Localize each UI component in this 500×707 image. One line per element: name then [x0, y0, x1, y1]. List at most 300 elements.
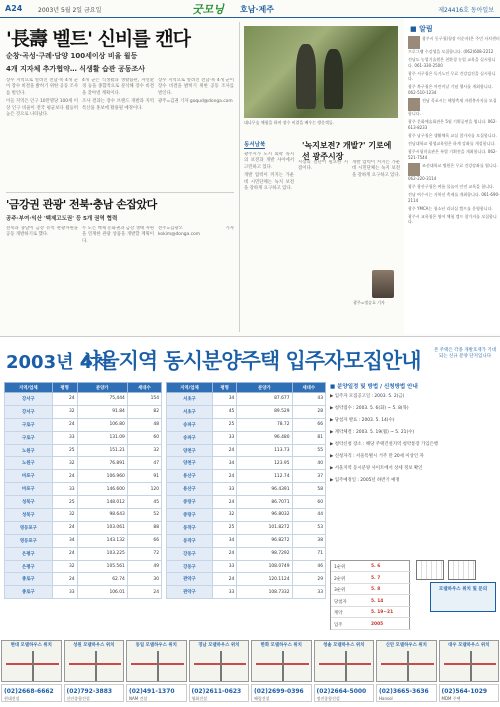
table-cell: 28 [292, 405, 325, 418]
table-cell: 113.73 [237, 444, 292, 457]
table-cell: 91 [127, 470, 161, 483]
map-road [32, 651, 34, 681]
map-road [345, 651, 347, 681]
table-cell: 60 [292, 496, 325, 509]
table-row [167, 547, 326, 560]
map-title: 현대 모델하우스 위치 [10, 643, 52, 648]
calendar-row [331, 607, 411, 618]
table-row [167, 521, 326, 534]
table-header-cell: 분양가 [237, 383, 292, 393]
table-area-cell: 양천구 [167, 444, 213, 457]
table-area-cell: 종로구 [5, 586, 53, 599]
table-row [167, 496, 326, 509]
table-cell: 108.7332 [237, 586, 292, 599]
table-cell: 151.21 [77, 444, 127, 457]
table-row [167, 509, 326, 522]
notice-column [404, 18, 500, 334]
table-header-cell: 지역/업체 [167, 383, 213, 393]
table-cell: 25 [212, 418, 236, 431]
table-row [5, 393, 162, 406]
table-cell: 76.891 [77, 457, 127, 470]
notice-item [408, 141, 500, 147]
map-road [407, 651, 409, 681]
company-phone: (02)2611-0623 [191, 688, 242, 695]
table-area-cell: 강서구 [5, 393, 53, 406]
table-area-cell: 서초구 [167, 393, 213, 406]
notice-item [408, 84, 500, 95]
ad-note: 본 주택은 각종 개발호재가 기대되는 신규 분양 단지입니다 [433, 348, 497, 359]
company-name: NAM 건설 [129, 696, 148, 701]
notice-item [408, 119, 500, 130]
schedule-line: ▶ 입주자 모집공고일 : 2003. 5. 2(금) [330, 394, 405, 399]
map-title: 청솔 모델하우스 위치 [323, 643, 365, 648]
company-contact [126, 684, 187, 702]
map-title: 성원 모델하우스 위치 [73, 643, 115, 648]
article3-paragraph: 시장의 결단이 필요한 시점이다. [298, 160, 348, 172]
article3-title: '녹지보전? 개발?' 기로에 선 광주시장 [302, 140, 392, 161]
table-cell: 34 [52, 534, 77, 547]
table-cell: 24 [212, 496, 236, 509]
table-cell: 25 [212, 521, 236, 534]
company-contact [439, 684, 500, 702]
table-row [5, 560, 162, 573]
table-row [5, 521, 162, 534]
calendar-date: 5. 8 [371, 587, 381, 592]
table-cell: 96.8272 [237, 534, 292, 547]
table-area-cell: 동작구 [167, 521, 213, 534]
notice-thumbnail [408, 98, 420, 111]
table-area-cell: 중랑구 [167, 509, 213, 522]
company-contact [189, 684, 250, 702]
article3-paragraph: 개발 압력이 커지는 가운데 시민단체는 녹지 보전을 강하게 요구하고 있다. [244, 173, 294, 192]
calendar-row [331, 584, 411, 595]
table-cell: 45 [212, 405, 236, 418]
table-cell: 146.600 [77, 483, 127, 496]
table-cell: 106.01 [77, 586, 127, 599]
table-header-cell: 분양가 [77, 383, 127, 393]
map-title: 신안 모델하우스 위치 [385, 643, 427, 648]
schedule-line: ▶ 당첨자 발표 : 2003. 5. 14(수) [330, 418, 395, 423]
table-row [5, 509, 162, 522]
divider [6, 192, 234, 193]
notice-item [408, 36, 500, 55]
table-cell: 101.8272 [237, 521, 292, 534]
company-name: Hansol [379, 696, 393, 701]
table-area-cell: 노원구 [5, 444, 53, 457]
notice-text: 광주 남구청은 생활체육 교실 참가자를 모집합니다. [408, 132, 497, 138]
article3-column-1 [244, 152, 294, 330]
table-cell: 82 [127, 405, 161, 418]
notice-text: 광주시립미술관은 특별 기획전을 개최합니다. 062-521-7544 [408, 149, 497, 160]
company-contact [376, 684, 437, 702]
table-row [5, 457, 162, 470]
map-road [220, 651, 222, 681]
person-figure [324, 49, 342, 109]
map-title: 동일 모델하우스 위치 [135, 643, 177, 648]
company-name: 현대건설 [4, 696, 20, 701]
location-map [251, 640, 312, 682]
table-cell: 32 [52, 509, 77, 522]
notice-item [408, 57, 500, 68]
table-cell: 120 [127, 483, 161, 496]
person-figure [296, 44, 316, 108]
page-header [0, 0, 500, 18]
company-name: 혜림건설 [254, 696, 270, 701]
notice-item [408, 98, 500, 117]
company-phone: (02)491-1370 [129, 688, 175, 695]
map-road [157, 651, 159, 681]
table-row [167, 534, 326, 547]
notice-text: 조선대학교 병원은 무료 건강강좌를 엽니다. 062-220-3114 [408, 162, 498, 181]
calendar-date: 5. 6 [371, 564, 381, 569]
article1-column-3 [158, 78, 234, 190]
table-row [5, 418, 162, 431]
ad-year: 2003년 4차 [6, 352, 110, 373]
table-cell: 106.960 [77, 470, 127, 483]
article1-paragraph: 조사 결과는 장수 브랜드 개발과 지역 특산품 홍보에 활용될 예정이다. [82, 99, 154, 111]
article2-title: '금강권 관광' 전북·충남 손잡았다 [6, 198, 157, 211]
table-area-cell: 은평구 [5, 560, 53, 573]
table-row [5, 444, 162, 457]
table-area-cell: 영등포구 [5, 521, 53, 534]
calendar-row [331, 573, 411, 584]
article1-paragraph: 이들 지역은 인구 10만명당 100세 이상 인구 비율이 전국 평균보다 월등히 높은 것으로 나타났다. [6, 99, 78, 118]
company-phone: (02)3665-3636 [379, 688, 429, 695]
table-row [5, 483, 162, 496]
location-map [376, 640, 437, 682]
price-table-middle [166, 382, 326, 599]
table-cell: 123.95 [237, 457, 292, 470]
schedule-line: ▶ 입주예정일 : 2005년 하반기 예정 [330, 478, 400, 483]
price-table-left [4, 382, 162, 599]
notice-item [408, 163, 500, 182]
notice-item [408, 214, 500, 225]
map-title: 한화 모델하우스 위치 [260, 643, 302, 648]
company-contact [1, 684, 62, 702]
table-row [167, 573, 326, 586]
notice-text: 전남 여수시는 거북선 축제를 개최합니다. 061-690-2114 [408, 192, 500, 203]
table-cell: 25 [52, 496, 77, 509]
notice-item [408, 71, 500, 82]
table-cell: 96.8032 [237, 509, 292, 522]
column-tag: 동서남북 [244, 142, 266, 148]
article2-paragraph: 두 도는 백제 문화권과 금강 생태 자원을 연계한 관광 상품을 개발할 계획이다. [82, 226, 154, 244]
location-map [189, 640, 250, 682]
table-cell: 120.1124 [237, 573, 292, 586]
table-cell: 131.09 [77, 431, 127, 444]
location-map [1, 640, 62, 682]
table-area-cell: 구로구 [5, 418, 53, 431]
schedule-line: ▶ 청약신청 장소 : 해당 주택건설지역 청약통장 가입은행 [330, 442, 438, 447]
table-cell: 32 [127, 444, 161, 457]
article3-column-3 [352, 160, 400, 266]
table-cell: 44 [292, 509, 325, 522]
table-area-cell: 노원구 [5, 457, 53, 470]
contact-box [430, 582, 496, 612]
table-cell: 106.80 [77, 418, 127, 431]
photo-caption: 대나무숲 체험을 하며 장수 비결을 배우는 방문객들. [244, 120, 335, 125]
table-area-cell: 마포구 [5, 483, 53, 496]
table-cell: 24 [127, 586, 161, 599]
map-road [95, 651, 97, 681]
table-row [167, 560, 326, 573]
table-cell: 33 [52, 483, 77, 496]
table-cell: 32 [52, 560, 77, 573]
table-cell: 103.225 [77, 547, 127, 560]
table-cell: 89.529 [237, 405, 292, 418]
notice-text: 광주 서구청은 독거노인 무료 건강검진을 실시합니다. [408, 70, 496, 82]
article3-paragraph: 광주시가 도시 외곽 녹지의 보전과 개발 사이에서 고민하고 있다. [244, 152, 294, 170]
company-contact [251, 684, 312, 702]
company-phone: (02)564-1029 [441, 688, 488, 695]
notice-item [408, 206, 500, 212]
section-name: 호남·제주 [240, 5, 274, 14]
table-area-cell: 성북구 [5, 509, 53, 522]
company-contact [64, 684, 125, 702]
author-portrait [372, 270, 394, 298]
table-row [5, 547, 162, 560]
article1-byline: 광주=김권 기자 goqud@donga.com [158, 99, 233, 105]
article3-paragraph: 개발 압력이 커지는 가운데 시민단체는 녹지 보전을 강하게 요구하고 있다. [352, 160, 400, 178]
table-area-cell: 용산구 [167, 470, 213, 483]
table-cell: 98.643 [77, 509, 127, 522]
calendar-label: 입주 [334, 622, 343, 628]
table-cell: 43 [292, 393, 325, 406]
table-row [5, 496, 162, 509]
table-cell: 112.74 [237, 470, 292, 483]
table-cell: 88 [127, 521, 161, 534]
company-name: 신안종합건설 [66, 696, 90, 701]
schedule-line: ▶ 청약접수 : 2003. 5. 6(화) ~ 5. 8(목) [330, 406, 409, 411]
table-cell: 75,444 [77, 393, 127, 406]
table-cell: 37 [292, 470, 325, 483]
table-area-cell: 중랑구 [167, 496, 213, 509]
table-cell: 33 [212, 431, 236, 444]
table-cell: 25 [52, 444, 77, 457]
location-map [64, 640, 125, 682]
floor-plan-image [416, 560, 444, 580]
table-cell: 45 [127, 496, 161, 509]
calendar-row [331, 596, 411, 607]
notice-item [408, 192, 500, 203]
table-cell: 60 [127, 431, 161, 444]
table-cell: 38 [292, 534, 325, 547]
location-map [439, 640, 500, 682]
table-cell: 96.4391 [237, 483, 292, 496]
table-area-cell: 강동구 [167, 560, 213, 573]
table-row [5, 405, 162, 418]
notice-text: 광주 광산구청은 여름 물놀이 안전 교육을 합니다. [408, 183, 495, 189]
table-row [5, 431, 162, 444]
table-cell: 49 [127, 560, 161, 573]
table-header-cell: 지역/업체 [5, 383, 53, 393]
table-area-cell: 용산구 [167, 483, 213, 496]
company-phone: (02)2699-0396 [254, 688, 304, 695]
table-cell: 62.74 [77, 573, 127, 586]
table-cell: 91.84 [77, 405, 127, 418]
table-area-cell: 송파구 [167, 418, 213, 431]
ad-title: 서울지역 동시분양주택 입주자모집안내 [80, 349, 421, 373]
paper-name: 제24416호 동아일보 [438, 7, 494, 14]
table-header-row [167, 383, 326, 393]
calendar-label: 당첨자 [334, 599, 347, 605]
article1-paragraph: 장수 지역으로 알려진 전남·북 4개 군이 장수 비결을 밝히기 위한 공동 조사를 벌인다. [158, 78, 234, 96]
table-cell: 143.132 [77, 534, 127, 547]
table-area-cell: 성북구 [5, 496, 53, 509]
table-cell: 34 [212, 457, 236, 470]
issue-date: 2003년 5월 2일 금요일 [38, 7, 102, 14]
table-cell: 72 [127, 547, 161, 560]
table-row [167, 431, 326, 444]
article1-photo [244, 26, 398, 118]
calendar-row [331, 619, 411, 630]
table-cell: 24 [52, 573, 77, 586]
company-phone: (02)2664-5000 [316, 688, 367, 695]
article1-paragraph: 장수 지역으로 알려진 전남·북 4개 군이 장수 비결을 밝히기 위한 공동 조사를 벌인다. [6, 78, 78, 96]
notice-list [408, 36, 500, 330]
table-row [167, 444, 326, 457]
table-cell: 98.7292 [237, 547, 292, 560]
table-row [167, 483, 326, 496]
table-cell: 24 [212, 470, 236, 483]
table-area-cell: 서초구 [167, 405, 213, 418]
table-row [5, 470, 162, 483]
table-cell: 53 [292, 521, 325, 534]
notice-item [408, 184, 500, 190]
calendar-row [331, 561, 411, 572]
table-row [5, 573, 162, 586]
table-cell: 71 [292, 547, 325, 560]
map-title: 대우 모델하우스 위치 [448, 643, 490, 648]
table-cell: 66 [127, 534, 161, 547]
calendar-label: 2순위 [334, 576, 346, 582]
notice-text: 광주 문화예술회관은 5월 기획공연을 엽니다. 062-613-8233 [408, 119, 497, 130]
article2-column-3 [158, 226, 234, 330]
table-header-cell: 평형 [212, 383, 236, 393]
table-cell: 103.061 [77, 521, 127, 534]
floor-plan-image [448, 560, 476, 580]
article1-subtitle-2: 4개 지자체 추가협약… 식생활 습관 공동조사 [6, 65, 146, 73]
table-area-cell: 은평구 [5, 547, 53, 560]
company-phone: (02)2668-6662 [4, 688, 54, 695]
table-cell: 58 [292, 483, 325, 496]
table-cell: 24 [52, 470, 77, 483]
table-cell: 34 [212, 393, 236, 406]
table-area-cell: 송파구 [167, 431, 213, 444]
table-cell: 24 [52, 393, 77, 406]
notice-text: 광주 북구청은 어린이날 기념 행사를 개최합니다. 062-510-1234 [408, 84, 493, 96]
table-row [167, 418, 326, 431]
table-row [167, 405, 326, 418]
section-logo: 굿모닝 [192, 3, 224, 16]
calendar-label: 3순위 [334, 588, 346, 593]
table-cell: 154 [127, 393, 161, 406]
table-cell: 81 [292, 431, 325, 444]
table-cell: 24 [52, 547, 77, 560]
company-phone: (02)792-3883 [66, 688, 113, 695]
table-cell: 33 [212, 483, 236, 496]
table-area-cell: 관악구 [167, 586, 213, 599]
calendar-date: 2005 [371, 621, 384, 627]
table-cell: 33 [292, 586, 325, 599]
table-cell: 32 [52, 405, 77, 418]
table-cell: 24 [52, 418, 77, 431]
table-cell: 78.72 [237, 418, 292, 431]
schedule-calendar [330, 560, 410, 630]
table-cell: 86.7071 [237, 496, 292, 509]
table-cell: 96.480 [237, 431, 292, 444]
table-header-cell: 세대수 [127, 383, 161, 393]
article3-byline: 광주=정승호 기자 [353, 300, 385, 305]
calendar-label: 계약 [334, 611, 343, 616]
table-cell: 34 [212, 534, 236, 547]
table-cell: 46 [292, 560, 325, 573]
column-divider [239, 22, 240, 332]
notice-text: 광주시 동구청(청장 이순자)은 주민 자치센터 프로그램 수강생을 모집합니다. (062)608-2212 [408, 36, 500, 54]
table-row [167, 393, 326, 406]
table-area-cell: 강서구 [5, 405, 53, 418]
table-area-cell: 관악구 [167, 573, 213, 586]
notice-thumbnail [408, 163, 420, 176]
table-area-cell: 마포구 [5, 470, 53, 483]
notice-text: 전남 목포시는 해양축제 자원봉사자를 모집합니다. [408, 98, 497, 117]
map-title: 경남 모델하우스 위치 [198, 643, 240, 648]
table-area-cell: 동작구 [167, 534, 213, 547]
table-cell: 24 [212, 547, 236, 560]
schedule-line: ▶ 서울지역 동시분양 사이트에서 상세 정보 확인 [330, 466, 423, 471]
notice-thumbnail [408, 36, 420, 49]
location-map [314, 640, 375, 682]
notice-text: 전남대학교 평생교육원은 하계 강좌를 개설합니다. [408, 141, 496, 147]
article2-column-2 [82, 226, 154, 330]
table-cell: 55 [292, 444, 325, 457]
table-area-cell: 구로구 [5, 431, 53, 444]
table-cell: 24 [212, 444, 236, 457]
schedule-title: ■ 분양일정 및 방법 / 신청방법 안내 [330, 384, 418, 390]
calendar-date: 5. 7 [371, 575, 381, 581]
table-cell: 105.561 [77, 560, 127, 573]
table-header-cell: 세대수 [292, 383, 325, 393]
notice-item [408, 133, 500, 139]
table-cell: 40 [292, 457, 325, 470]
map-road [282, 651, 284, 681]
table-area-cell: 영등포구 [5, 534, 53, 547]
table-cell: 33 [212, 586, 236, 599]
article2-column-1 [6, 226, 78, 330]
table-cell: 32 [52, 457, 77, 470]
table-area-cell: 양천구 [167, 457, 213, 470]
table-row [167, 586, 326, 599]
notice-text: 전남도 농업기술원은 친환경 농업 교육을 실시합니다. 061-330-2500 [408, 57, 496, 68]
table-cell: 33 [212, 560, 236, 573]
company-contact [314, 684, 375, 702]
table-cell: 87.677 [237, 393, 292, 406]
table-area-cell: 종로구 [5, 573, 53, 586]
table-cell: 148.012 [77, 496, 127, 509]
company-name: MDM 주택 [441, 696, 461, 701]
article2-subtitle: 공주·부여·익산 '백제고도권' 등 5개 권역 협력 [6, 216, 118, 222]
notice-title: ■ 알림 [410, 24, 433, 34]
table-cell: 24 [52, 521, 77, 534]
notice-text: 광주 YMCA는 청소년 리더십 캠프를 운영합니다. [408, 205, 493, 211]
page-number: A24 [5, 4, 23, 13]
company-name: 정진종합건설 [316, 696, 340, 701]
contact-label: 모델하우스 위치 및 문의 [438, 587, 488, 592]
schedule-line: ▶ 계약체결 : 2003. 5. 19(월) ~ 5. 21(수) [330, 430, 415, 435]
table-header-row [5, 383, 162, 393]
table-row [167, 470, 326, 483]
table-cell: 24 [212, 573, 236, 586]
